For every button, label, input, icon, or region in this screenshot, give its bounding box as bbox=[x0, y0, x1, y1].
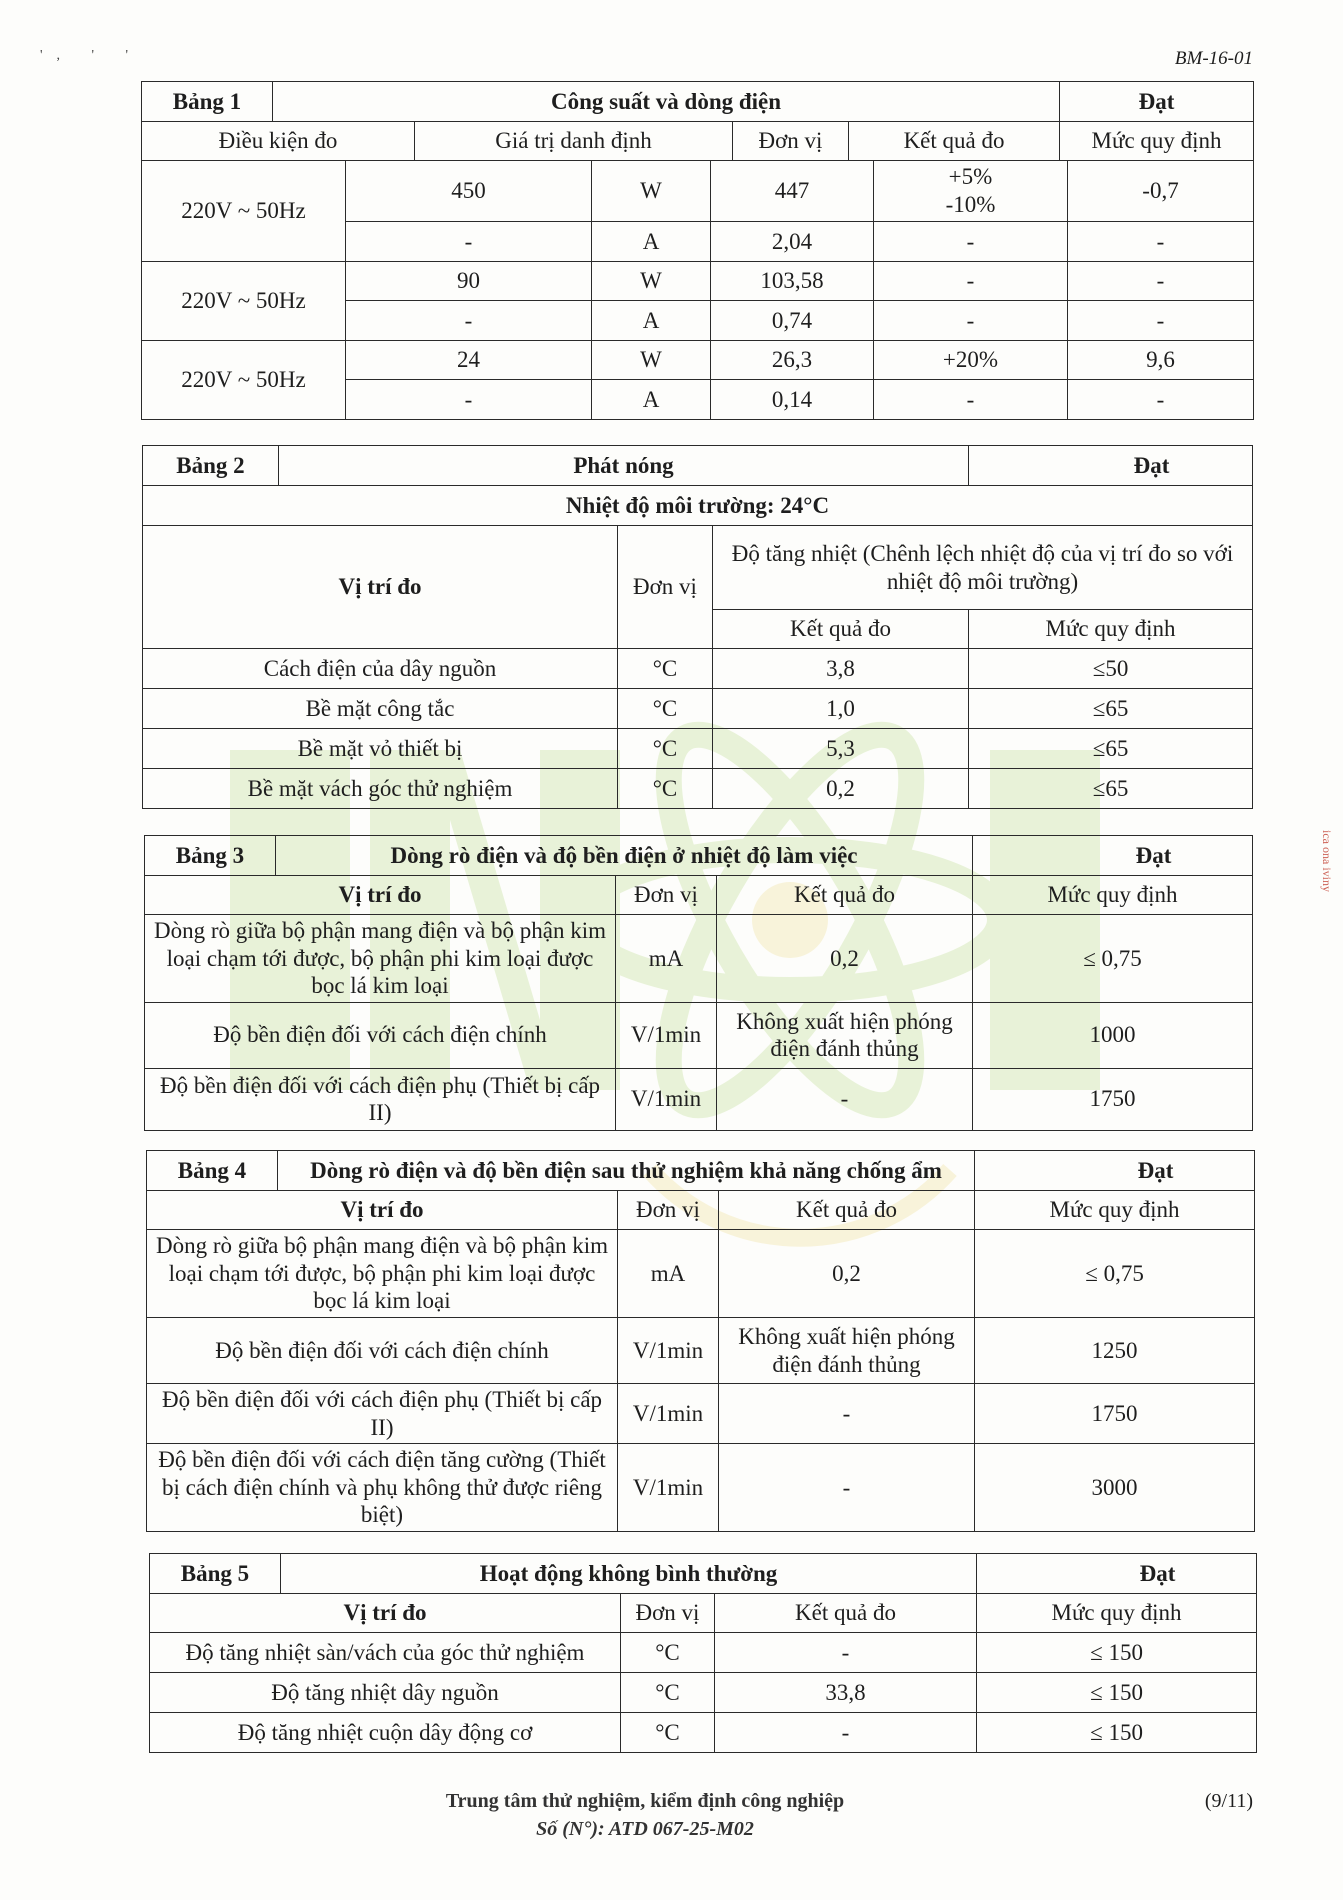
table-title: Dòng rò điện và độ bền điện ở nhiệt độ làm việc bbox=[276, 836, 973, 876]
rated-cell: 450 bbox=[346, 161, 592, 222]
column-header: Vị trí đo bbox=[145, 876, 616, 915]
result-cell: 0,2 bbox=[717, 915, 973, 1003]
deviation-cell: - bbox=[1068, 301, 1254, 341]
position-cell: Độ bền điện đối với cách điện phụ (Thiết bị cấp II) bbox=[147, 1384, 618, 1444]
table-label: Bảng 2 bbox=[143, 446, 279, 486]
position-cell: Độ bền điện đối với cách điện chính bbox=[147, 1318, 618, 1384]
result-cell: 33,8 bbox=[715, 1673, 977, 1713]
result-cell: 103,58 bbox=[711, 262, 874, 301]
unit-cell: W bbox=[592, 341, 711, 380]
limit-cell: ≤ 150 bbox=[977, 1713, 1257, 1753]
limit-cell: 1750 bbox=[973, 1068, 1253, 1130]
column-header: Kết quả đo bbox=[715, 1594, 977, 1633]
result-cell: 0,74 bbox=[711, 301, 874, 341]
limit-cell: ≤50 bbox=[969, 649, 1253, 689]
column-header: Kết quả đo bbox=[713, 610, 969, 649]
table-row bbox=[150, 1633, 1257, 1673]
column-header: Mức quy định bbox=[977, 1594, 1257, 1633]
table-row bbox=[143, 649, 1253, 689]
table-5 bbox=[149, 1553, 1257, 1753]
condition-cell: 220V ~ 50Hz bbox=[142, 262, 346, 341]
limit-upper: +5% bbox=[948, 164, 993, 190]
result-cell: - bbox=[715, 1713, 977, 1753]
limit-cell: 3000 bbox=[975, 1444, 1255, 1532]
table-row bbox=[150, 1713, 1257, 1753]
limit-cell: ≤65 bbox=[969, 769, 1253, 809]
column-header: Giá trị danh định bbox=[415, 122, 733, 161]
footer-organization: Trung tâm thử nghiệm, kiểm định công nghiệp bbox=[445, 1790, 845, 1812]
unit-cell: °C bbox=[618, 689, 713, 729]
table-label: Bảng 1 bbox=[142, 82, 273, 122]
rated-cell: 24 bbox=[346, 341, 592, 380]
unit-cell: A bbox=[592, 222, 711, 262]
table-label: Bảng 3 bbox=[145, 836, 276, 876]
limit-cell: 1750 bbox=[975, 1384, 1255, 1444]
table-4 bbox=[146, 1150, 1255, 1532]
position-cell: Bề mặt vách góc thử nghiệm bbox=[143, 769, 618, 809]
rated-cell: - bbox=[346, 301, 592, 341]
position-cell: Dòng rò giữa bộ phận mang điện và bộ phận kim loại chạm tới được, bộ phận phi kim loại được bọc lá kim loại bbox=[147, 1230, 618, 1318]
result-cell: - bbox=[717, 1068, 973, 1130]
footer-report-number: Số (N°): ATD 067-25-M02 bbox=[536, 1818, 754, 1840]
limit-cell: ≤65 bbox=[969, 729, 1253, 769]
column-header: Mức quy định bbox=[975, 1191, 1255, 1230]
limit-cell: ≤ 150 bbox=[977, 1673, 1257, 1713]
column-header: Mức quy định bbox=[973, 876, 1253, 915]
table-row bbox=[142, 262, 1254, 301]
table-row bbox=[147, 1318, 1255, 1384]
position-cell: Độ bền điện đối với cách điện phụ (Thiết bị cấp II) bbox=[145, 1068, 616, 1130]
result-cell: 1,0 bbox=[713, 689, 969, 729]
unit-cell: °C bbox=[618, 769, 713, 809]
column-header: Vị trí đo bbox=[150, 1594, 621, 1633]
unit-cell: mA bbox=[618, 1230, 719, 1318]
result-cell: - bbox=[715, 1633, 977, 1673]
result-cell: 5,3 bbox=[713, 729, 969, 769]
table-row bbox=[147, 1444, 1255, 1532]
unit-cell: °C bbox=[621, 1713, 715, 1753]
position-cell: Cách điện của dây nguồn bbox=[143, 649, 618, 689]
position-cell: Độ tăng nhiệt sàn/vách của góc thử nghiệm bbox=[150, 1633, 621, 1673]
table-row bbox=[145, 915, 1253, 1003]
column-header: Đơn vị bbox=[616, 876, 717, 915]
rated-cell: - bbox=[346, 380, 592, 420]
table-title: Công suất và dòng điện bbox=[273, 82, 1060, 122]
unit-cell: mA bbox=[616, 915, 717, 1003]
table-status: Đạt bbox=[1060, 82, 1254, 122]
table-row bbox=[147, 1384, 1255, 1444]
table-row bbox=[143, 689, 1253, 729]
position-cell: Bề mặt công tắc bbox=[143, 689, 618, 729]
condition-cell: 220V ~ 50Hz bbox=[142, 341, 346, 420]
table-title: Phát nóng bbox=[279, 446, 969, 486]
table-2 bbox=[142, 445, 1253, 809]
deviation-cell: - bbox=[1068, 380, 1254, 420]
unit-cell: °C bbox=[621, 1673, 715, 1713]
deviation-cell: - bbox=[1068, 222, 1254, 262]
result-cell: 447 bbox=[711, 161, 874, 222]
unit-cell: W bbox=[592, 262, 711, 301]
table-1 bbox=[141, 81, 1254, 161]
position-cell: Độ tăng nhiệt dây nguồn bbox=[150, 1673, 621, 1713]
limit-cell: 1000 bbox=[973, 1002, 1253, 1068]
limit-cell: +20% bbox=[874, 341, 1068, 380]
column-header: Đơn vị bbox=[621, 1594, 715, 1633]
table-title: Hoạt động không bình thường bbox=[281, 1554, 977, 1594]
column-header: Kết quả đo bbox=[849, 122, 1060, 161]
table-status: Đạt bbox=[969, 446, 1253, 486]
result-cell: 0,2 bbox=[713, 769, 969, 809]
table-3 bbox=[144, 835, 1253, 1131]
column-header: Kết quả đo bbox=[719, 1191, 975, 1230]
limit-cell: - bbox=[874, 301, 1068, 341]
table-row bbox=[143, 729, 1253, 769]
result-cell: Không xuất hiện phóng điện đánh thủng bbox=[719, 1318, 975, 1384]
table-label: Bảng 5 bbox=[150, 1554, 281, 1594]
column-header: Điều kiện đo bbox=[142, 122, 415, 161]
result-cell: - bbox=[719, 1444, 975, 1532]
deviation-cell: - bbox=[1068, 262, 1254, 301]
side-stamp: ica ona iviny bbox=[1320, 830, 1334, 892]
result-cell: Không xuất hiện phóng điện đánh thủng bbox=[717, 1002, 973, 1068]
unit-cell: °C bbox=[621, 1633, 715, 1673]
column-header: Kết quả đo bbox=[717, 876, 973, 915]
position-cell: Độ bền điện đối với cách điện tăng cường (Thiết bị cách điện chính và phụ không thử được riêng biệt) bbox=[147, 1444, 618, 1532]
table-status: Đạt bbox=[973, 836, 1253, 876]
table-status: Đạt bbox=[977, 1554, 1257, 1594]
unit-cell: A bbox=[592, 380, 711, 420]
column-header: Mức quy định bbox=[1060, 122, 1254, 161]
rated-cell: - bbox=[346, 222, 592, 262]
rated-cell: 90 bbox=[346, 262, 592, 301]
position-cell: Độ bền điện đối với cách điện chính bbox=[145, 1002, 616, 1068]
deviation-cell: 9,6 bbox=[1068, 341, 1254, 380]
limit-cell: - bbox=[874, 380, 1068, 420]
table-row bbox=[143, 769, 1253, 809]
unit-cell: V/1min bbox=[618, 1444, 719, 1532]
unit-cell: V/1min bbox=[618, 1384, 719, 1444]
result-cell: 26,3 bbox=[711, 341, 874, 380]
table-row bbox=[145, 1068, 1253, 1130]
unit-cell: A bbox=[592, 301, 711, 341]
page-number: (9/11) bbox=[1204, 1790, 1253, 1812]
column-header: Mức quy định bbox=[969, 610, 1253, 649]
table-row bbox=[142, 341, 1254, 380]
deviation-cell: -0,7 bbox=[1068, 161, 1254, 222]
column-header: Vị trí đo bbox=[147, 1191, 618, 1230]
scan-marks: ', ' ' bbox=[40, 48, 143, 63]
column-header: Đơn vị bbox=[618, 1191, 719, 1230]
result-cell: - bbox=[719, 1384, 975, 1444]
limit-cell: - bbox=[874, 222, 1068, 262]
condition-cell: 220V ~ 50Hz bbox=[142, 161, 346, 262]
position-cell: Bề mặt vỏ thiết bị bbox=[143, 729, 618, 769]
limit-cell: ≤ 0,75 bbox=[973, 915, 1253, 1003]
table-row bbox=[150, 1673, 1257, 1713]
column-group-header: Độ tăng nhiệt (Chênh lệch nhiệt độ của vị trí đo so với nhiệt độ môi trường) bbox=[713, 526, 1253, 610]
unit-cell: V/1min bbox=[616, 1068, 717, 1130]
unit-cell: °C bbox=[618, 649, 713, 689]
limit-cell: ≤ 150 bbox=[977, 1633, 1257, 1673]
result-cell: 2,04 bbox=[711, 222, 874, 262]
column-header: Đơn vị bbox=[733, 122, 849, 161]
column-header: Vị trí đo bbox=[143, 526, 618, 649]
table-row bbox=[142, 161, 1254, 222]
limit-lower: -10% bbox=[945, 192, 996, 217]
result-cell: 3,8 bbox=[713, 649, 969, 689]
limit-cell: ≤ 0,75 bbox=[975, 1230, 1255, 1318]
table-label: Bảng 4 bbox=[147, 1151, 278, 1191]
limit-cell: 1250 bbox=[975, 1318, 1255, 1384]
unit-cell: W bbox=[592, 161, 711, 222]
unit-cell: V/1min bbox=[616, 1002, 717, 1068]
table-1-body bbox=[141, 160, 1254, 420]
position-cell: Dòng rò giữa bộ phận mang điện và bộ phận kim loại chạm tới được, bộ phận phi kim loại được bọc lá kim loại bbox=[145, 915, 616, 1003]
ambient-temperature: Nhiệt độ môi trường: 24°C bbox=[143, 486, 1253, 526]
table-status: Đạt bbox=[975, 1151, 1255, 1191]
column-header: Đơn vị bbox=[618, 526, 713, 649]
unit-cell: V/1min bbox=[618, 1318, 719, 1384]
table-title: Dòng rò điện và độ bền điện sau thử nghiệm khả năng chống ẩm bbox=[278, 1151, 975, 1191]
limit-cell bbox=[874, 161, 1068, 222]
unit-cell: °C bbox=[618, 729, 713, 769]
position-cell: Độ tăng nhiệt cuộn dây động cơ bbox=[150, 1713, 621, 1753]
table-row bbox=[145, 1002, 1253, 1068]
table-row bbox=[147, 1230, 1255, 1318]
result-cell: 0,14 bbox=[711, 380, 874, 420]
limit-cell: - bbox=[874, 262, 1068, 301]
limit-cell: ≤65 bbox=[969, 689, 1253, 729]
document-code: BM-16-01 bbox=[1174, 48, 1253, 69]
result-cell: 0,2 bbox=[719, 1230, 975, 1318]
